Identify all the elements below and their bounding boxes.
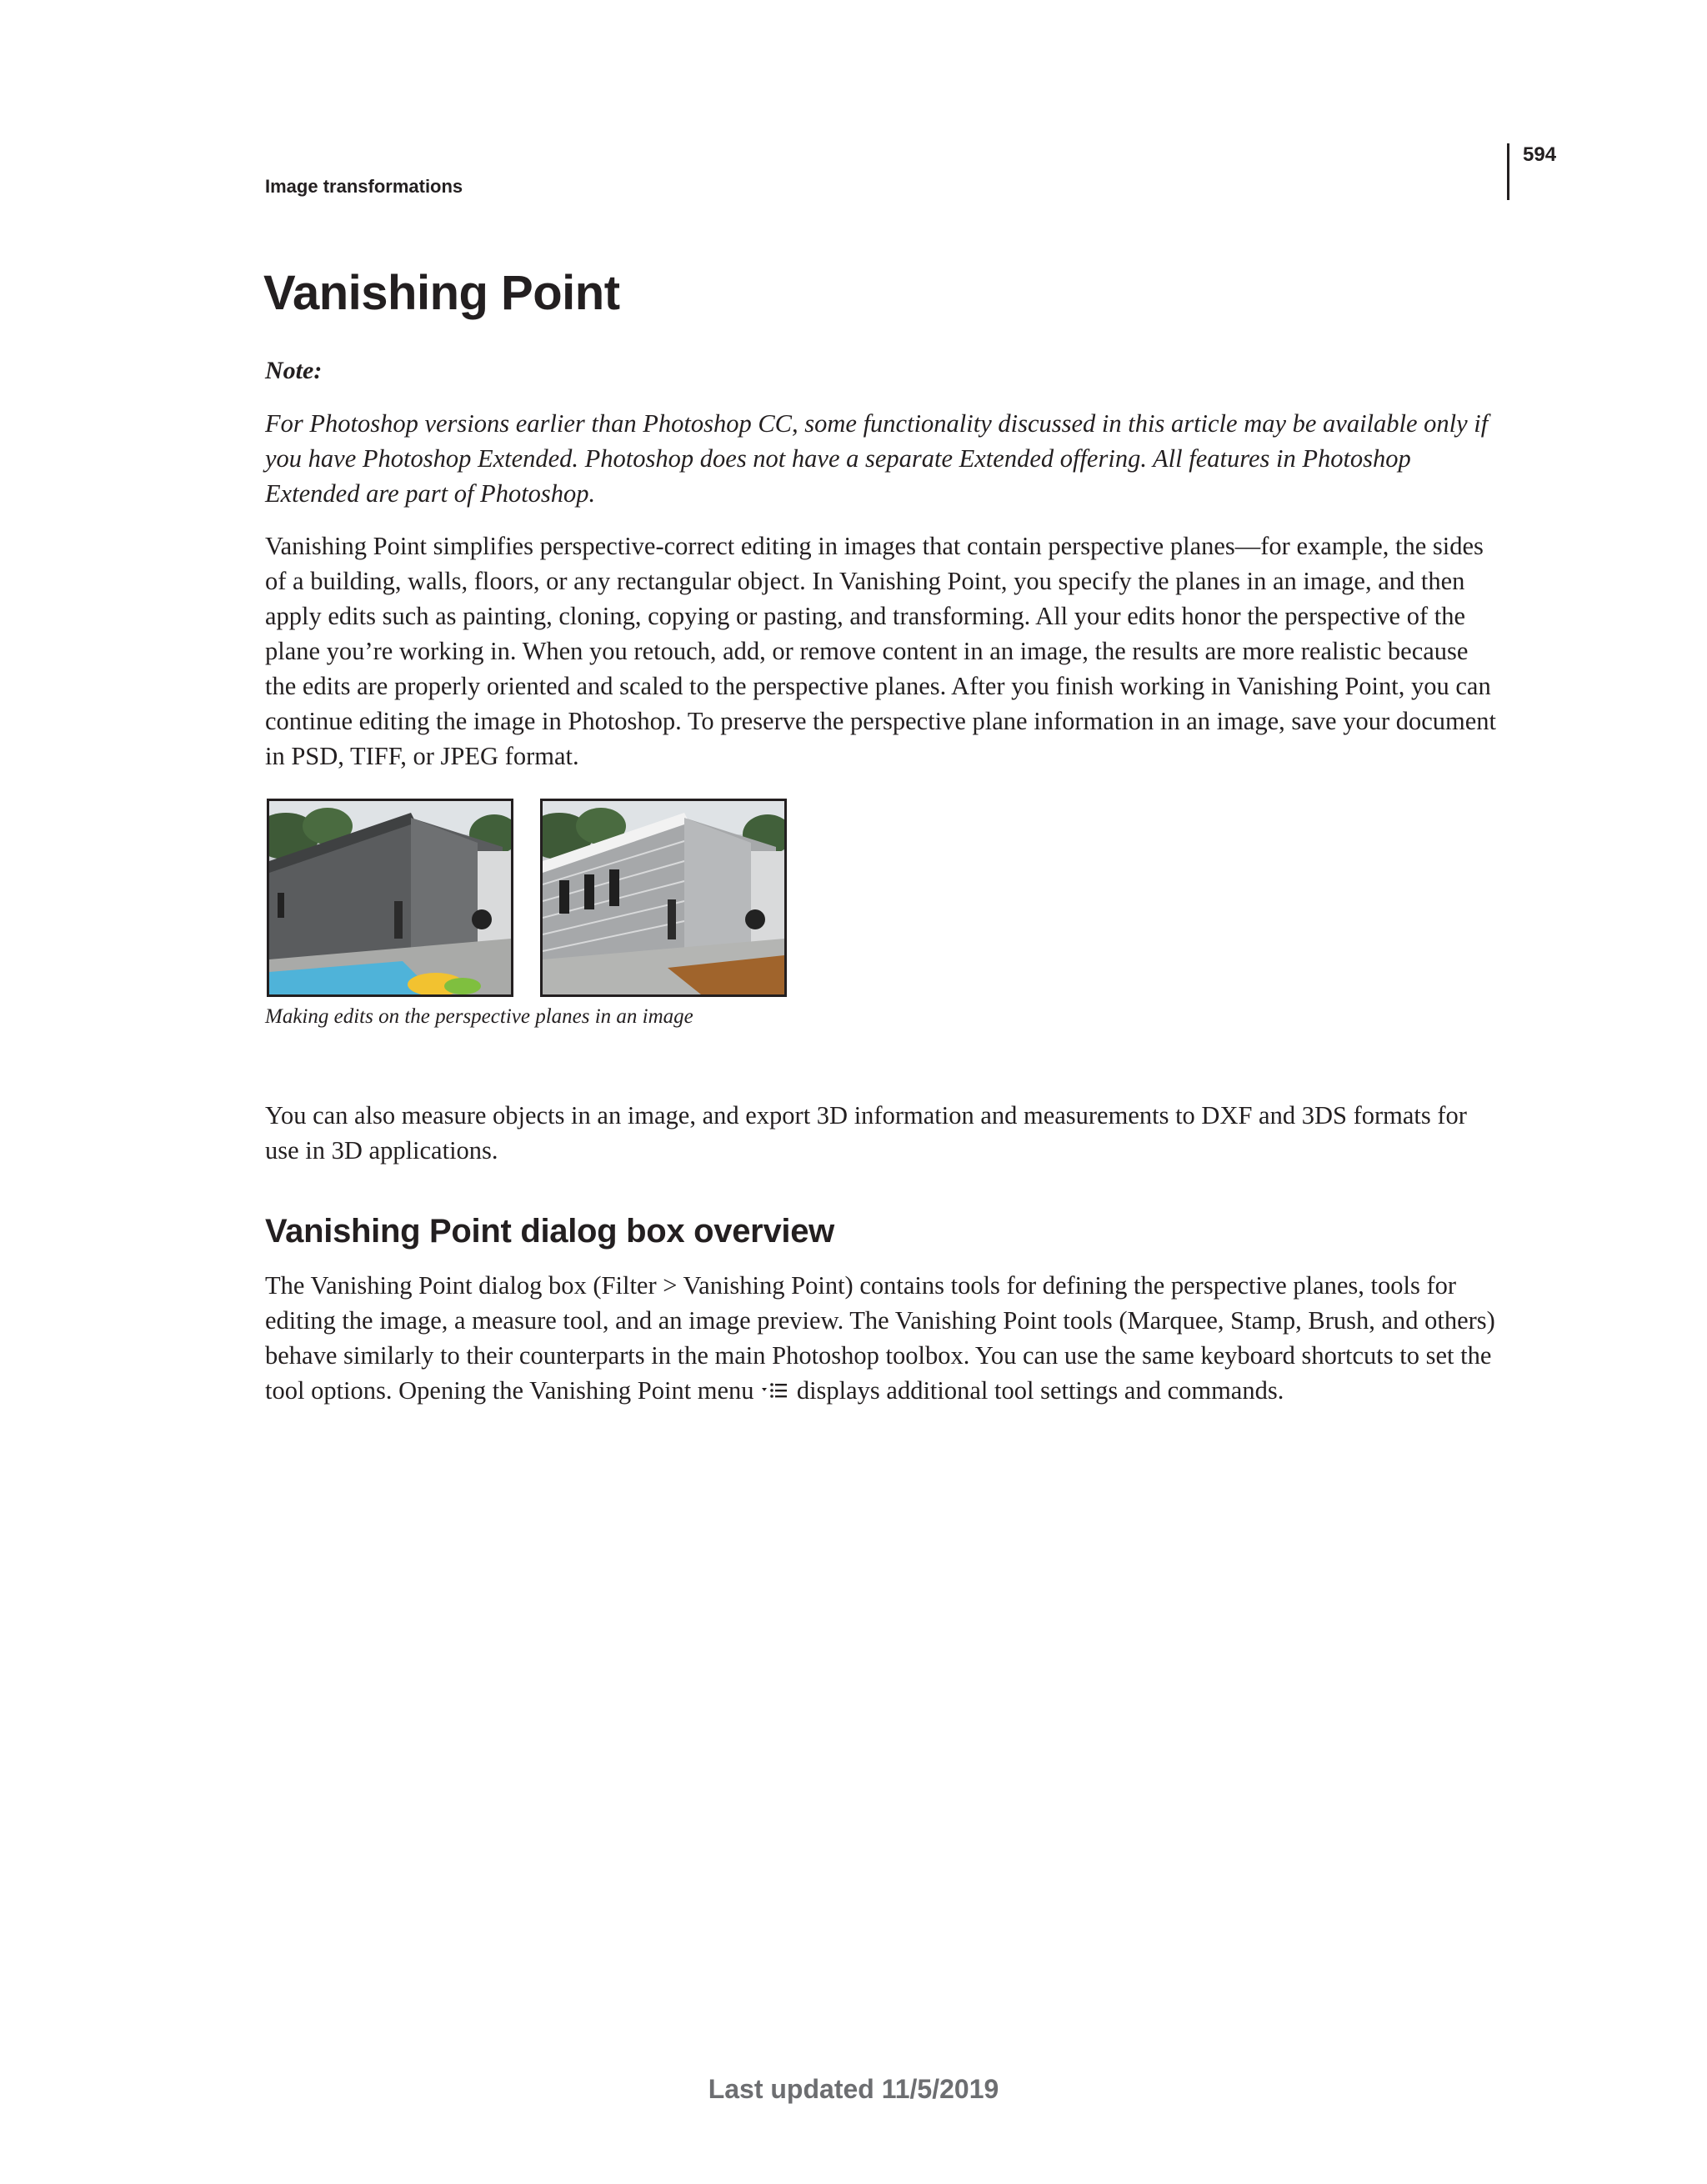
dialog-overview-paragraph — [265, 1268, 1500, 1408]
note-label: Note: — [265, 357, 323, 384]
intro-paragraph: Vanishing Point simplifies perspective-correct editing in images that contain perspective planes—for example, the sides of a building, walls, floors, or any rectangular object. In Vanishing Point, you specify the planes in an image, and then apply edits such as painting, cloning, copying or pasting, and transforming. All your edits honor the perspective of the plane you’re working in. When you retouch, add, or remove content in an image, the results are more realistic because the edits are properly oriented and scaled to the perspective planes. After you finish working in Vanishing Point, you can continue editing the image in Photoshop. To preserve the perspective plane information in an image, save your document in PSD, TIFF, or JPEG format. — [265, 532, 1497, 770]
page-title: Vanishing Point — [263, 266, 620, 320]
figure-after-image — [540, 799, 787, 997]
running-header: Image transformations — [265, 176, 463, 197]
note-text: For Photoshop versions earlier than Photoshop CC, some functionality discussed in this article may be available only if you have Photoshop Extended. Photoshop does not have a separate Extended offering. All features in Photoshop Extended are part of Photoshop. — [265, 409, 1489, 508]
figure-caption: Making edits on the perspective planes in an image — [265, 1005, 693, 1028]
page-number: 594 — [1523, 143, 1557, 166]
section-heading: Vanishing Point dialog box overview — [265, 1213, 834, 1250]
measure-paragraph: You can also measure objects in an image, and export 3D information and measurements to DXF and 3DS formats for use in 3D applications. — [265, 1101, 1467, 1165]
figure-before-image — [267, 799, 513, 997]
dialog-text-after-icon: displays additional tool settings and commands. — [796, 1376, 1284, 1405]
panel-menu-icon — [760, 1380, 790, 1400]
page-number-rule — [1507, 143, 1509, 200]
dialog-text-before-icon: The Vanishing Point dialog box (Filter > Vanishing Point) contains tools for defining the perspective planes, tools for editing the image, a measure tool, and an image preview. The Vanishing Point tools (Marquee, Stamp, Brush, and others) behave similarly to their counterparts in the main Photoshop toolbox. You can use the same keyboard shortcuts to set the tool options. Opening the Vanishing Point menu — [265, 1271, 1495, 1405]
footer-last-updated: Last updated 11/5/2019 — [708, 2074, 999, 2104]
